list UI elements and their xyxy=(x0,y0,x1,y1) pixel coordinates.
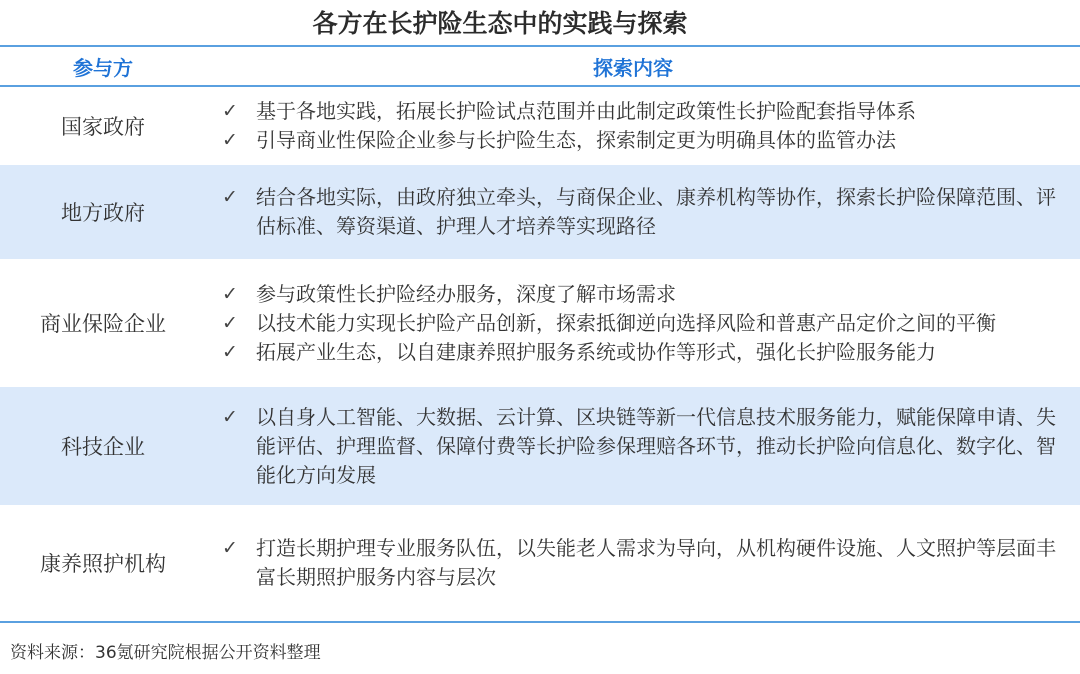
item-text: 打造长期护理专业服务队伍，以失能老人需求为导向，从机构硬件设施、人文照护等层面丰富长期照护服务内容与层次 xyxy=(256,536,1056,589)
table-row xyxy=(0,387,1080,505)
item-text: 以技术能力实现长护险产品创新，探索抵御逆向选择风险和普惠产品定价之间的平衡 xyxy=(256,310,996,335)
source-note: 资料来源：36氪研究院根据公开资料整理 xyxy=(10,643,321,663)
item-text: 参与政策性长护险经办服务，深度了解市场需求 xyxy=(256,281,676,306)
content-cell xyxy=(206,183,1080,241)
practice-table xyxy=(0,45,1080,623)
content-cell xyxy=(206,97,1080,155)
header-content: 探索内容 xyxy=(593,55,673,80)
check-icon: ✓ xyxy=(222,340,238,363)
check-icon: ✓ xyxy=(222,186,238,208)
party-cell: 科技企业 xyxy=(61,435,145,459)
table-header xyxy=(0,47,1080,87)
check-icon: ✓ xyxy=(222,537,238,559)
list-item xyxy=(222,280,1060,309)
content-cell xyxy=(206,280,1080,367)
list-item xyxy=(222,183,1060,241)
check-icon: ✓ xyxy=(222,100,238,122)
list-item xyxy=(222,97,1060,126)
item-text: 基于各地实践，拓展长护险试点范围并由此制定政策性长护险配套指导体系 xyxy=(256,99,916,123)
item-text: 结合各地实际，由政府独立牵头，与商保企业、康养机构等协作，探索长护险保障范围、评估标准、筹资渠道、护理人才培养等实现路径 xyxy=(256,185,1056,238)
table-row xyxy=(0,505,1080,621)
content-cell xyxy=(206,403,1080,490)
table-row xyxy=(0,259,1080,387)
party-cell: 商业保险企业 xyxy=(40,312,166,336)
header-party: 参与方 xyxy=(73,55,133,80)
table-row xyxy=(0,165,1080,259)
item-text: 以自身人工智能、大数据、云计算、区块链等新一代信息技术服务能力，赋能保障申请、失能评估、护理监督、保障付费等长护险参保理赔各环节，推动长护险向信息化、数字化、智能化方向发展 xyxy=(256,404,1056,487)
check-icon: ✓ xyxy=(222,129,238,151)
item-text: 拓展产业生态，以自建康养照护服务系统或协作等形式，强化长护险服务能力 xyxy=(256,339,936,364)
content-cell xyxy=(206,534,1080,592)
check-icon: ✓ xyxy=(222,282,238,305)
page-title: 各方在长护险生态中的实践与探索 xyxy=(312,9,688,38)
party-cell: 地方政府 xyxy=(61,201,145,225)
list-item xyxy=(222,309,1060,338)
table-row xyxy=(0,87,1080,165)
list-item xyxy=(222,126,1060,155)
party-cell: 国家政府 xyxy=(61,115,145,139)
check-icon: ✓ xyxy=(222,311,238,334)
list-item xyxy=(222,338,1060,367)
list-item xyxy=(222,534,1060,592)
party-cell: 康养照护机构 xyxy=(40,552,166,576)
item-text: 引导商业性保险企业参与长护险生态，探索制定更为明确具体的监管办法 xyxy=(256,128,896,152)
list-item xyxy=(222,403,1060,490)
check-icon: ✓ xyxy=(222,405,238,428)
